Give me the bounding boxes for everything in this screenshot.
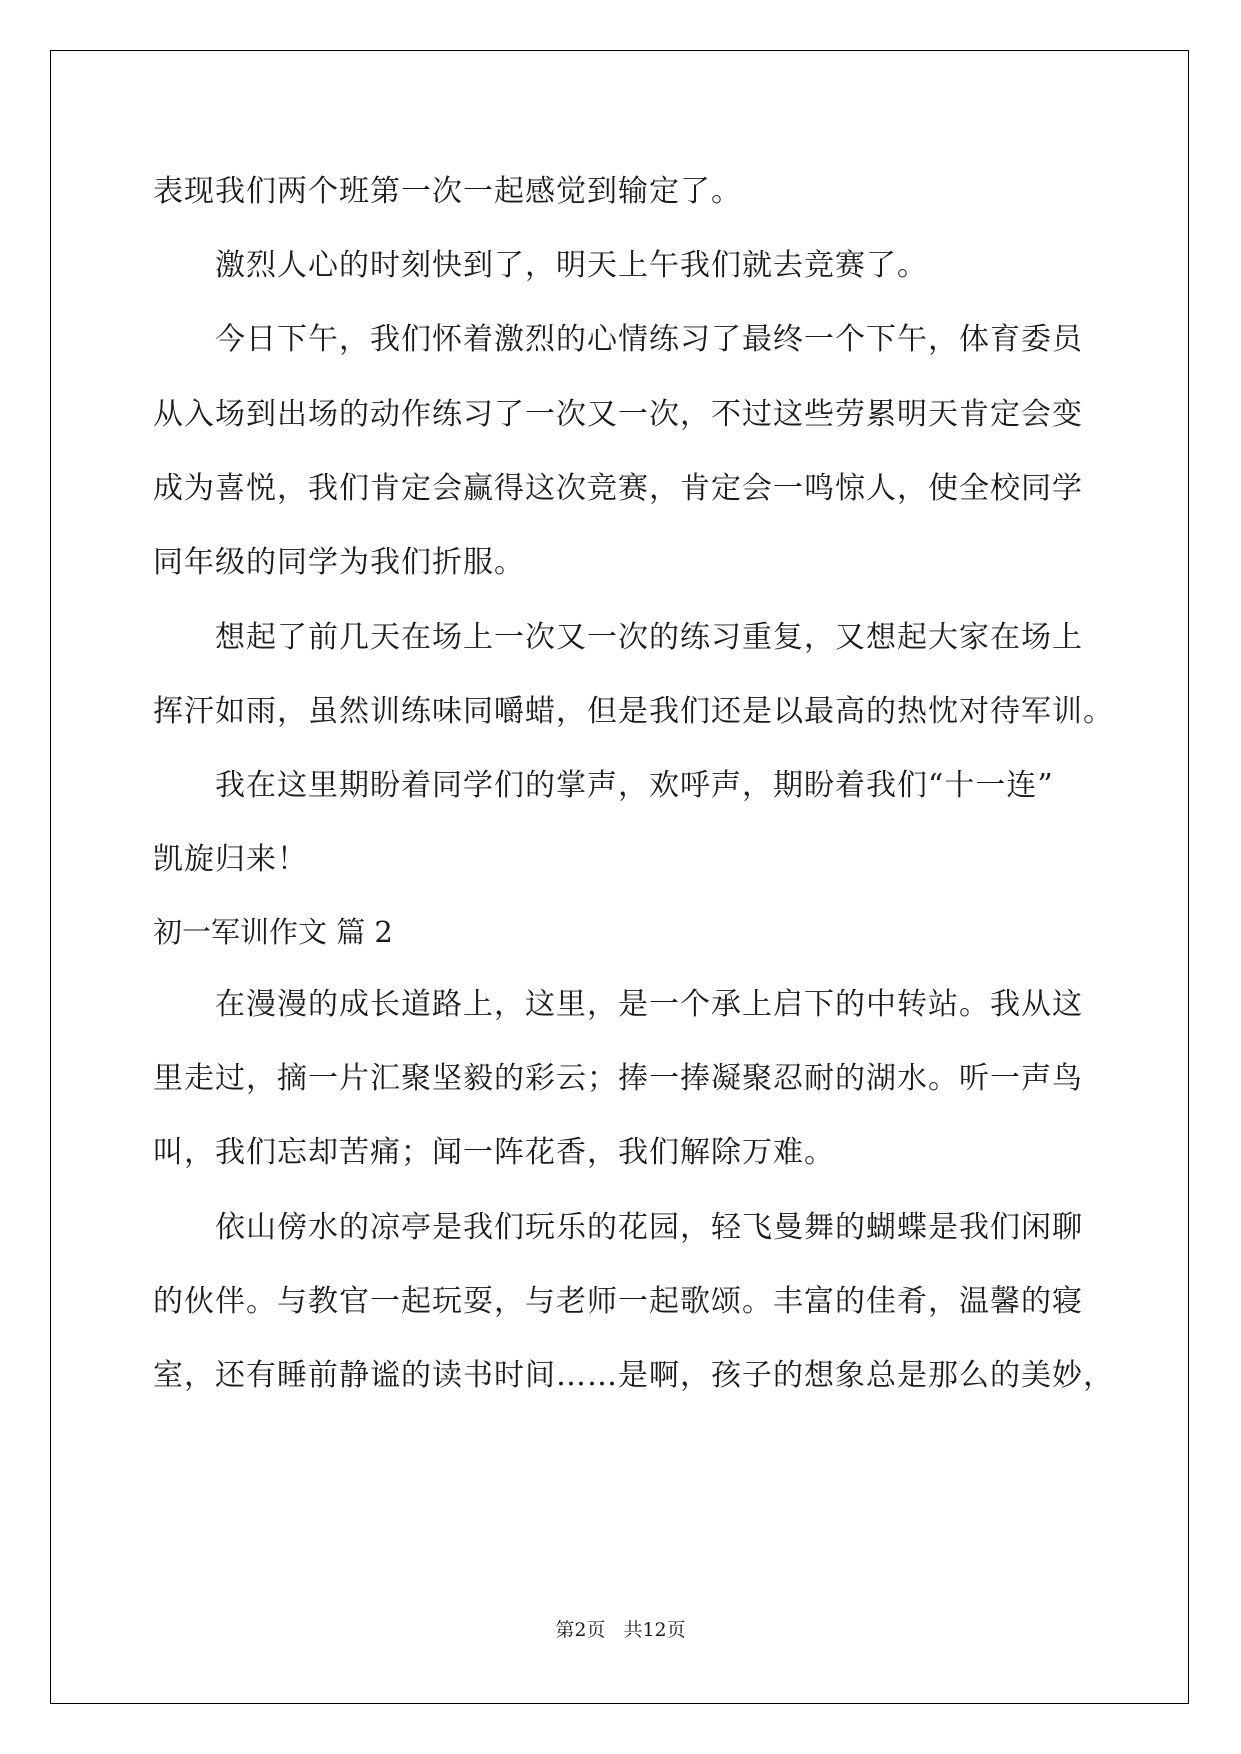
page-number: 第2页 (555, 1619, 606, 1641)
text-line: 依山傍水的凉亭是我们玩乐的花园，轻飞曼舞的蝴蝶是我们闲聊 (215, 1210, 1083, 1245)
section-heading: 初一军训作文 篇 2 (153, 915, 393, 949)
text-line: 的伙伴。与教官一起玩耍，与老师一起歌颂。丰富的佳肴，温馨的寝 (153, 1284, 1083, 1319)
text-line: 里走过，摘一片汇聚坚毅的彩云；捧一捧凝聚忍耐的湖水。听一声鸟 (153, 1061, 1083, 1096)
text-line: 想起了前几天在场上一次又一次的练习重复，又想起大家在场上 (215, 620, 1083, 655)
text-line: 叫，我们忘却苦痛；闻一阵花香，我们解除万难。 (153, 1135, 835, 1170)
page-footer (0, 1618, 1241, 1642)
text-line: 成为喜悦，我们肯定会赢得这次竞赛，肯定会一鸣惊人，使全校同学 (153, 471, 1083, 506)
text-line: 我在这里期盼着同学们的掌声，欢呼声，期盼着我们“十一连” (215, 768, 1054, 803)
text-line: 今日下午，我们怀着激烈的心情练习了最终一个下午，体育委员 (215, 322, 1083, 357)
text-line: 挥汗如雨，虽然训练味同嚼蜡，但是我们还是以最高的热忱对待军训。 (153, 694, 1114, 729)
text-line: 表现我们两个班第一次一起感觉到输定了。 (153, 174, 742, 209)
page-total: 共12页 (623, 1619, 686, 1641)
text-line: 从入场到出场的动作练习了一次又一次，不过这些劳累明天肯定会变 (153, 397, 1083, 432)
text-line: 激烈人心的时刻快到了，明天上午我们就去竞赛了。 (215, 248, 928, 283)
text-line: 同年级的同学为我们折服。 (153, 545, 525, 580)
text-line: 室，还有睡前静谧的读书时间……是啊，孩子的想象总是那么的美妙， (153, 1358, 1114, 1393)
text-line: 在漫漫的成长道路上，这里，是一个承上启下的中转站。我从这 (215, 987, 1083, 1022)
text-line: 凯旋归来！ (153, 842, 308, 877)
